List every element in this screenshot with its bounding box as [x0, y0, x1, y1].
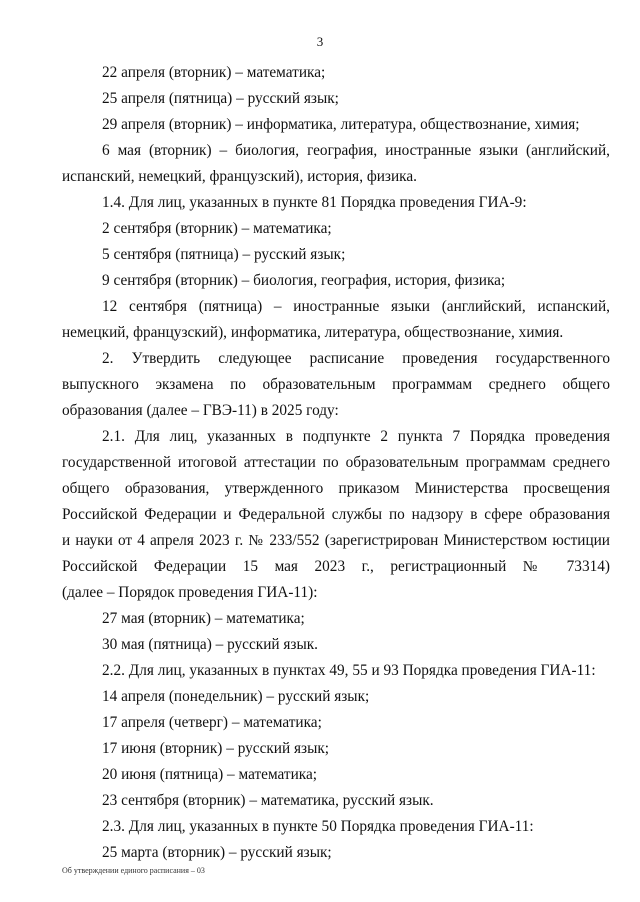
paragraph-line: выпускного экзамена по образовательным программам среднего общего [62, 376, 610, 393]
paragraph-line: 12 сентября (пятница) – иностранные языки (английский, испанский, [102, 298, 610, 315]
paragraph-line: 2 сентября (вторник) – математика; [102, 220, 332, 237]
paragraph-line: 5 сентября (пятница) – русский язык; [102, 246, 346, 263]
paragraph-line: 2.2. Для лиц, указанных в пунктах 49, 55 и 93 Порядка проведения ГИА-11: [102, 662, 596, 679]
paragraph-line: 2.3. Для лиц, указанных в пункте 50 Порядка проведения ГИА-11: [102, 818, 534, 835]
paragraph-line: общего образования, утвержденного приказом Министерства просвещения [62, 480, 610, 497]
paragraph-line: 9 сентября (вторник) – биология, география, история, физика; [102, 272, 506, 289]
paragraph-line: 27 мая (вторник) – математика; [102, 610, 305, 627]
paragraph-line: 17 апреля (четверг) – математика; [102, 714, 322, 731]
paragraph-line: 25 марта (вторник) – русский язык; [102, 844, 332, 861]
paragraph-line: 23 сентября (вторник) – математика, русский язык. [102, 792, 434, 809]
document-body [62, 60, 610, 866]
paragraph-line: 17 июня (вторник) – русский язык; [102, 740, 330, 757]
paragraph-line: образования (далее – ГВЭ-11) в 2025 году: [62, 402, 339, 419]
paragraph-line: государственной итоговой аттестации по образовательным программам среднего [62, 454, 610, 471]
paragraph-line: 14 апреля (понедельник) – русский язык; [102, 688, 370, 705]
paragraph-line: (далее – Порядок проведения ГИА-11): [62, 584, 318, 601]
footer-note: Об утверждении единого расписания – 03 [62, 866, 205, 875]
paragraph-line: 22 апреля (вторник) – математика; [102, 64, 326, 81]
paragraph-line: 6 мая (вторник) – биология, география, иностранные языки (английский, [102, 142, 610, 159]
paragraph-line: 2.1. Для лиц, указанных в подпункте 2 пункта 7 Порядка проведения [102, 428, 610, 445]
page-number: 3 [316, 34, 324, 49]
paragraph-line: 2. Утвердить следующее расписание проведения государственного [102, 350, 610, 367]
paragraph-line: 30 мая (пятница) – русский язык. [102, 636, 319, 653]
paragraph-line: Российской Федерации и Федеральной службы по надзору в сфере образования [62, 506, 610, 523]
paragraph-line: Российской Федерации 15 мая 2023 г., регистрационный № 73314) [62, 558, 610, 575]
paragraph-line: испанский, немецкий, французский), история, физика. [62, 168, 417, 185]
paragraph-line: 1.4. Для лиц, указанных в пункте 81 Порядка проведения ГИА-9: [102, 194, 527, 211]
paragraph-line: 29 апреля (вторник) – информатика, литература, обществознание, химия; [102, 116, 580, 133]
paragraph-line: 20 июня (пятница) – математика; [102, 766, 318, 783]
paragraph-line: и науки от 4 апреля 2023 г. № 233/552 (зарегистрирован Министерством юстиции [62, 532, 610, 549]
paragraph-line: 25 апреля (пятница) – русский язык; [102, 90, 339, 107]
paragraph-line: немецкий, французский), информатика, литература, обществознание, химия. [62, 324, 564, 341]
